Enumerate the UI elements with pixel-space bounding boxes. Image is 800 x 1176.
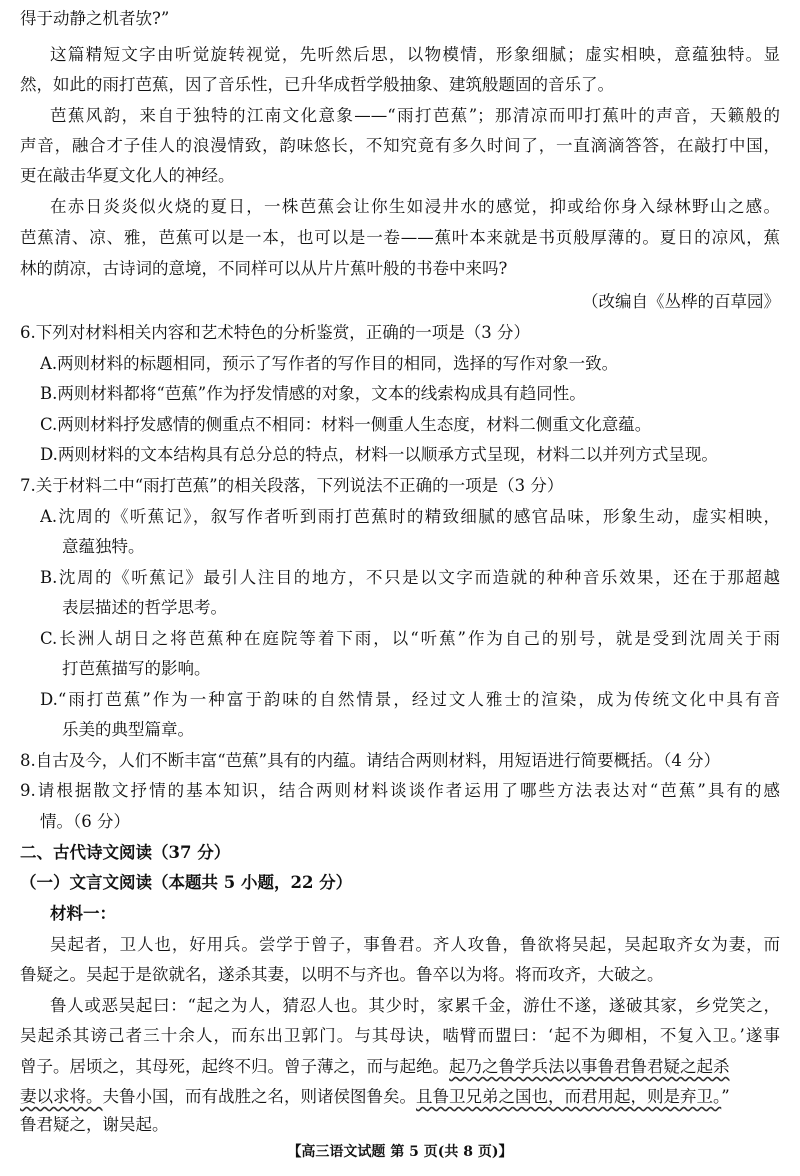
question-7: 7.关于材料二中“雨打芭蕉”的相关段落，下列说法不正确的一项是（3 分） <box>20 476 564 495</box>
classical-text-line: 吴起者，卫人也，好用兵。尝学于曾子，事鲁君。齐人攻鲁，鲁欲将吴起，吴起取齐女为妻，而 <box>50 935 780 954</box>
classical-text-line: 鲁君疑之，谢吴起。 <box>20 1115 169 1134</box>
text-segment: 夫鲁小国，而有战胜之名，则诸侯图鲁矣。 <box>102 1087 416 1106</box>
classical-text-line: 鲁人或恶吴起曰：“起之为人，猜忍人也。其少时，家累千金，游仕不遂，遂破其家，乡党笑之， <box>50 996 780 1015</box>
subsection-heading: （一）文言文阅读（本题共 5 小题，22 分） <box>20 873 353 892</box>
question-8: 8.自古及今，人们不断丰富“芭蕉”具有的内蕴。请结合两则材料，用短语进行简要概括。（4 分） <box>20 751 721 770</box>
option-b: B.两则材料都将“芭蕉”作为抒发情感的对象，文本的线索构成具有趋同性。 <box>40 384 586 403</box>
option-d-cont: 乐美的典型篇章。 <box>62 720 194 739</box>
text-line: 这篇精短文字由听觉旋转视觉，先听然后思，以物模情，形象细腻；虚实相映，意蕴独特。显 <box>50 45 780 64</box>
text-line: 得于动静之机者欤?” <box>20 9 170 28</box>
wavy-underlined-sentence: 起乃之鲁学兵法以事鲁君鲁君疑之起杀 <box>449 1057 730 1076</box>
option-c: C.长洲人胡日之将芭蕉种在庭院等着下雨，以“听蕉”作为自己的别号，就是受到沈周关于雨 <box>40 629 780 648</box>
option-d: D.“雨打芭蕉”作为一种富于韵味的自然情景，经过文人雅士的渲染，成为传统文化中具有音 <box>40 690 780 709</box>
wavy-underlined-sentence: 且鲁卫兄弟之国也，而君用起，则是弃卫。 <box>416 1087 722 1106</box>
section-heading: 二、古代诗文阅读（37 分） <box>20 843 231 862</box>
classical-text-line <box>20 1082 800 1112</box>
option-a: A.两则材料的标题相同，预示了写作者的写作目的相同，选择的写作对象一致。 <box>40 354 619 373</box>
source-citation: （改编自《丛桦的百草园》 <box>582 292 780 311</box>
text-segment: 之，而与起绝。 <box>333 1057 449 1076</box>
option-a-cont: 意蕴独特。 <box>62 537 145 556</box>
classical-text-line: 鲁疑之。吴起于是欲就名，遂杀其妻，以明不与齐也。鲁卒以为将。将而攻齐，大破之。 <box>20 965 664 984</box>
option-d: D.两则材料的文本结构具有总分总的特点，材料一以顺承方式呈现，材料二以并列方式呈现。 <box>40 445 718 464</box>
material-label: 材料一： <box>50 904 116 923</box>
text-line: 声音，融合才子佳人的浪漫情致，韵味悠长，不知究竟有多久时间了，一直滴滴答答，在敲打中国， <box>20 136 780 155</box>
option-b-cont: 表层描述的哲学思考。 <box>62 598 227 617</box>
question-6: 6.下列对材料相关内容和艺术特色的分析鉴赏，正确的一项是（3 分） <box>20 323 530 342</box>
wavy-underlined-sentence: 妻以求将。 <box>20 1087 103 1106</box>
question-9: 9.请根据散文抒情的基本知识，结合两则材料谈谈作者运用了哪些方法表达对“芭蕉”具有的感 <box>20 781 780 800</box>
text-segment: ” <box>721 1087 730 1106</box>
text-line: 芭蕉清、凉、雅，芭蕉可以是一本，也可以是一卷——蕉叶本来就是书页般厚薄的。夏日的凉风，蕉 <box>20 228 780 247</box>
emphasis-dot-char: 薄 <box>317 1057 334 1076</box>
footer-title: 【高三语文试题 <box>287 1144 386 1160</box>
classical-text-line: 吴起杀其谤己者三十余人，而东出卫郭门。与其母诀，啮臂而盟曰：‘起不为卿相，不复入卫。’遂事 <box>20 1026 780 1045</box>
text-line: 芭蕉风韵，来自于独特的江南文化意象——“雨打芭蕉”；那清凉而叩打蕉叶的声音，天籁般的 <box>50 106 780 125</box>
page-footer <box>0 1140 800 1164</box>
option-c-cont: 打芭蕉描写的影响。 <box>62 659 211 678</box>
text-line: 更在敲击华夏文化人的神经。 <box>20 166 235 185</box>
text-segment: 曾子。居顷之，其母死，起终不归。曾子 <box>20 1057 317 1076</box>
text-line: 然，如此的雨打芭蕉，因了音乐性，已升华成哲学般抽象、建筑般题固的音乐了。 <box>20 75 614 94</box>
option-c: C.两则材料抒发感情的侧重点不相同：材料一侧重人生态度，材料二侧重文化意蕴。 <box>40 415 652 434</box>
text-line: 林的荫凉，古诗词的意境，不同样可以从片片蕉叶般的书卷中来吗? <box>20 259 508 278</box>
question-9-cont: 情。（6 分） <box>40 812 130 831</box>
footer-page-number: 第 5 页(共 8 页)】 <box>390 1144 513 1160</box>
option-a: A.沈周的《听蕉记》，叙写作者听到雨打芭蕉时的精致细腻的感官品味，形象生动，虚实相映， <box>40 507 780 526</box>
option-b: B.沈周的《听蕉记》最引人注目的地方，不只是以文字而造就的种种音乐效果，还在于那超越 <box>40 568 780 587</box>
classical-text-line <box>20 1052 800 1082</box>
text-line: 在赤日炎炎似火烧的夏日，一株芭蕉会让你生如浸井水的感觉，抑或给你身入绿林野山之感。 <box>50 197 780 216</box>
